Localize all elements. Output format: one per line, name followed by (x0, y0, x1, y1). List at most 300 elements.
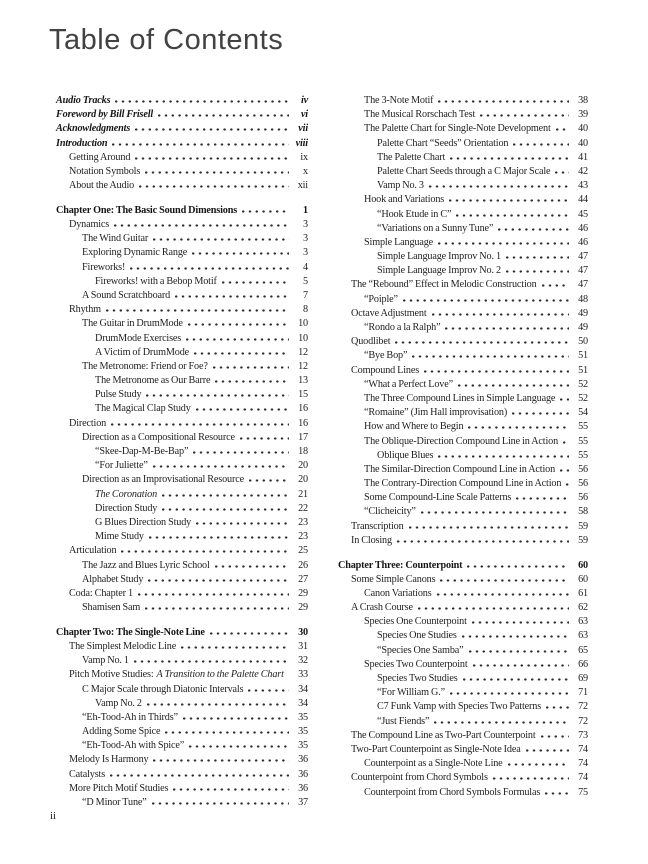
dot-leader (506, 256, 569, 259)
dot-leader (162, 508, 289, 511)
toc-entry-page: 36 (298, 754, 308, 766)
toc-entry-page: 44 (578, 194, 588, 206)
toc-entry (338, 644, 588, 658)
toc-entry-title: “Eh-Tood-Ah in Thirds” (82, 711, 178, 723)
toc-entry-title: Two-Part Counterpoint as Single-Note Idea (351, 743, 521, 755)
toc-entry-title: Compound Lines (351, 364, 420, 376)
dot-leader (114, 224, 289, 227)
dot-leader (111, 423, 289, 426)
toc-entry (56, 204, 308, 218)
toc-entry (338, 406, 588, 420)
toc-entry-title: Adding Some Spice (82, 726, 161, 738)
dot-leader (397, 540, 569, 543)
toc-entry (338, 786, 588, 800)
toc-entry-title: Counterpoint from Chord Symbols (351, 772, 488, 784)
dot-leader (395, 341, 569, 344)
toc-entry (56, 317, 308, 331)
dot-leader (210, 632, 289, 635)
toc-entry-page: 61 (578, 587, 588, 599)
toc-entry-page: 10 (298, 318, 308, 330)
toc-entry-title: Some Simple Canons (351, 573, 436, 585)
toc-entry-page: 35 (298, 740, 308, 752)
toc-entry-page: 16 (298, 403, 308, 415)
toc-entry-title: Species One Studies (377, 630, 457, 642)
dot-leader (480, 114, 569, 117)
toc-entry-title: Species Two Studies (377, 673, 458, 684)
toc-entry-page: 47 (578, 265, 588, 277)
toc-entry-page: 51 (578, 364, 588, 376)
dot-leader (149, 536, 289, 539)
toc-entry-title: Palette Chart Seeds through a C Major Scale (377, 165, 551, 177)
dot-leader (139, 185, 289, 188)
toc-entry-title: The Palette Chart for Single-Note Development (364, 123, 551, 135)
toc-entry-page: 58 (578, 506, 588, 518)
dot-leader (493, 777, 569, 780)
toc-entry (56, 587, 308, 601)
toc-entry-title: Getting Around (69, 151, 131, 163)
dot-leader (158, 114, 289, 117)
toc-entry (338, 658, 588, 672)
dot-leader (438, 455, 569, 458)
dot-leader (193, 451, 289, 454)
toc-entry-title: G Blues Direction Study (95, 516, 192, 528)
toc-entry-title: “Species One Samba” (377, 644, 464, 656)
dot-leader (192, 252, 289, 255)
toc-entry-title: Fireworks! (82, 261, 126, 273)
toc-entry-page: 65 (578, 644, 588, 656)
dot-leader (438, 100, 569, 103)
toc-entry-page: ix (300, 151, 308, 163)
dot-leader (560, 469, 569, 472)
toc-entry-page: 21 (298, 488, 308, 500)
page-title: Table of Contents (49, 24, 284, 56)
toc-entry-title: A Victim of DrumMode (95, 346, 190, 358)
toc-entry (338, 573, 588, 587)
toc-entry-page: 3 (303, 233, 308, 245)
toc-entry-page: 40 (578, 123, 588, 135)
toc-entry (56, 725, 308, 739)
toc-entry-page: 45 (578, 208, 588, 220)
toc-entry-page: 13 (298, 375, 308, 387)
dot-leader (183, 717, 289, 720)
toc-entry-page: 54 (578, 407, 588, 419)
toc-entry-title: The Three Compound Lines in Simple Language (364, 392, 556, 404)
toc-entry-title: Chapter One: The Basic Sound Dimensions (56, 204, 238, 216)
toc-entry (338, 686, 588, 700)
dot-leader (508, 763, 569, 766)
dot-leader (432, 313, 569, 316)
toc-entry (338, 193, 588, 207)
toc-entry (56, 559, 308, 573)
toc-entry-title: Mime Study (95, 531, 144, 543)
dot-leader (449, 199, 569, 202)
toc-entry-page: 42 (578, 165, 588, 177)
toc-entry-page: 5 (303, 275, 308, 287)
dot-leader (566, 483, 569, 486)
toc-entry-title: Chapter Two: The Single-Note Line (56, 626, 205, 638)
toc-entry-page: 22 (298, 502, 308, 514)
toc-entry-page: 18 (298, 446, 308, 457)
toc-entry-page: 51 (578, 350, 588, 362)
toc-entry (338, 491, 588, 505)
dot-leader (409, 526, 569, 529)
dot-leader (112, 143, 289, 146)
dot-leader (153, 238, 289, 241)
toc-entry-title: Direction (69, 417, 107, 429)
toc-entry (338, 392, 588, 406)
toc-entry (56, 473, 308, 487)
toc-entry-page: 72 (578, 715, 588, 727)
toc-entry (56, 768, 308, 782)
toc-entry (56, 218, 308, 232)
toc-entry (338, 321, 588, 335)
dot-leader (462, 635, 569, 638)
toc-entry (56, 668, 308, 682)
toc-entry (338, 250, 588, 264)
toc-entry-title: C Major Scale through Diatonic Intervals (82, 683, 244, 695)
toc-entry-title: The Palette Chart (377, 151, 446, 163)
toc-entry-page: 75 (578, 786, 588, 798)
dot-leader (162, 494, 289, 497)
toc-entry (56, 697, 308, 711)
toc-entry-page: 1 (303, 204, 308, 216)
toc-entry-page: 32 (298, 655, 308, 667)
toc-entry-page: 3 (303, 219, 308, 230)
toc-entry-title: The Wind Guitar (82, 233, 149, 245)
toc-entry-page: 66 (578, 658, 588, 670)
toc-entry (56, 530, 308, 544)
toc-entry (338, 236, 588, 250)
toc-entry-page: 40 (578, 137, 588, 149)
toc-entry (56, 388, 308, 402)
toc-entry-title: Octave Adjustment (351, 307, 427, 319)
dot-leader (121, 550, 289, 553)
dot-leader (194, 352, 289, 355)
toc-entry (338, 463, 588, 477)
toc-entry (338, 179, 588, 193)
toc-entry-page: 29 (298, 602, 308, 614)
toc-entry-page: 49 (578, 322, 588, 333)
toc-entry-title: “D Minor Tune” (82, 797, 147, 808)
toc-entry (56, 796, 308, 810)
toc-entry-page: 47 (578, 251, 588, 263)
dot-leader (240, 437, 289, 440)
toc-entry (338, 349, 588, 363)
toc-entry-page: 72 (578, 701, 588, 713)
dot-leader (188, 323, 289, 326)
toc-entry-page: viii (295, 137, 308, 149)
toc-entry-title: Counterpoint from Chord Symbols Formulas (364, 786, 541, 798)
dot-leader (242, 210, 289, 213)
dot-leader (512, 412, 569, 415)
toc-entry-title: Simple Language Improv No. 2 (377, 265, 501, 277)
dot-leader (130, 267, 289, 270)
toc-entry (338, 335, 588, 349)
dot-leader (175, 295, 289, 298)
toc-entry-page: 38 (578, 95, 588, 106)
dot-leader (147, 703, 289, 706)
toc-entry-title: The Oblique-Direction Compound Line in Action (364, 435, 559, 447)
toc-entry-title: “Rondo a la Ralph” (364, 322, 441, 333)
toc-entry-page: 74 (578, 758, 588, 770)
toc-entry (338, 94, 588, 108)
toc-entry-page: 10 (298, 332, 308, 344)
toc-columns (56, 94, 588, 810)
toc-entry (338, 137, 588, 151)
toc-entry-title: The Musical Rorschach Test (364, 109, 476, 121)
dot-leader (424, 370, 569, 373)
toc-entry-page: 16 (298, 417, 308, 429)
dot-leader (445, 327, 569, 330)
toc-entry-page: 62 (578, 602, 588, 614)
toc-entry-page: 39 (578, 109, 588, 121)
toc-entry-page: 15 (298, 389, 308, 401)
toc-entry (56, 445, 308, 459)
toc-entry-title: Canon Variations (364, 587, 432, 599)
toc-entry-title: “Hook Etude in C” (377, 208, 452, 220)
toc-entry-page: 59 (578, 534, 588, 546)
toc-entry-page: 59 (578, 520, 588, 532)
toc-entry-title: The Guitar in DrumMode (82, 318, 183, 330)
toc-entry-page: 23 (298, 516, 308, 528)
toc-entry-title: “For Juliette” (95, 460, 148, 472)
toc-entry-title: “Eh-Tood-Ah with Spice” (82, 740, 185, 752)
dot-leader (429, 185, 569, 188)
toc-entry-page: vii (298, 123, 308, 135)
toc-entry (338, 435, 588, 449)
toc-entry (338, 122, 588, 136)
dot-leader (555, 171, 569, 174)
toc-entry (56, 402, 308, 416)
toc-entry (338, 629, 588, 643)
toc-entry (56, 232, 308, 246)
toc-entry (56, 165, 308, 179)
toc-entry (338, 208, 588, 222)
toc-entry-title: Hook and Variations (364, 194, 445, 206)
dot-leader (450, 692, 569, 695)
toc-entry (56, 753, 308, 767)
toc-entry (338, 449, 588, 463)
dot-leader (516, 497, 569, 500)
dot-leader (563, 441, 569, 444)
toc-entry-title: Audio Tracks (56, 95, 111, 106)
toc-entry-title: Counterpoint as a Single-Note Line (364, 758, 503, 770)
toc-entry (56, 261, 308, 275)
toc-column-right (338, 94, 588, 810)
dot-leader (434, 721, 569, 724)
toc-entry-page: 33 (298, 669, 308, 681)
dot-leader (418, 607, 569, 610)
dot-leader (450, 157, 569, 160)
dot-leader (542, 284, 569, 287)
toc-entry-page: 50 (578, 336, 588, 348)
dot-leader (463, 678, 569, 681)
toc-entry-page: 35 (298, 726, 308, 738)
toc-entry (56, 303, 308, 317)
toc-entry-title: Transcription (351, 520, 404, 532)
toc-entry (338, 108, 588, 122)
toc-entry-title: About the Audio (69, 180, 135, 192)
toc-entry-page: 56 (578, 463, 588, 475)
toc-entry-page: 34 (298, 697, 308, 709)
dot-leader (173, 788, 289, 791)
toc-entry-title: “Poiple” (364, 293, 398, 305)
toc-entry-title: Catalysts (69, 768, 106, 780)
toc-entry (338, 743, 588, 757)
toc-entry-page: 20 (298, 474, 308, 486)
toc-entry-title: The Similar-Direction Compound Line in Action (364, 463, 556, 475)
toc-entry-page: xii (297, 180, 308, 192)
toc-entry (338, 307, 588, 321)
dot-leader (152, 802, 289, 805)
toc-entry-title: Species Two Counterpoint (364, 658, 468, 670)
dot-leader (526, 749, 569, 752)
toc-entry (56, 360, 308, 374)
dot-leader (546, 706, 569, 709)
toc-entry-title: The “Rebound” Effect in Melodic Construction (351, 279, 537, 291)
dot-leader (186, 338, 289, 341)
toc-entry-title: Chapter Three: Counterpoint (338, 559, 463, 571)
toc-entry (56, 275, 308, 289)
toc-entry-title: The Magical Clap Study (95, 403, 191, 415)
dot-leader (153, 759, 289, 762)
dot-leader (213, 366, 289, 369)
toc-entry-title: “What a Perfect Love” (364, 378, 453, 390)
toc-entry-page: 74 (578, 743, 588, 755)
toc-entry-page: 71 (578, 687, 588, 699)
toc-entry-page: 36 (298, 782, 308, 794)
dot-leader (560, 398, 569, 401)
toc-entry-title: Direction as an Improvisational Resource (82, 474, 244, 486)
dot-leader (403, 299, 569, 302)
toc-entry-page: 29 (298, 587, 308, 599)
toc-entry-page: 60 (578, 573, 588, 585)
toc-entry (338, 505, 588, 519)
toc-entry-title: The Simplest Melodic Line (69, 640, 177, 652)
dot-leader (458, 384, 569, 387)
toc-entry-page: 35 (298, 711, 308, 723)
toc-entry-title: More Pitch Motif Studies (69, 782, 169, 794)
dot-leader (189, 745, 289, 748)
dot-leader (153, 465, 289, 468)
toc-entry (338, 601, 588, 615)
toc-entry-title: Fireworks! with a Bebop Motif (95, 275, 217, 287)
toc-entry (338, 264, 588, 278)
toc-entry-page: 12 (298, 360, 308, 372)
toc-entry (56, 94, 308, 108)
toc-entry-page: 46 (578, 222, 588, 234)
toc-entry (338, 757, 588, 771)
toc-entry-page: 52 (578, 378, 588, 390)
toc-entry (56, 108, 308, 122)
dot-leader (215, 380, 289, 383)
toc-entry (56, 346, 308, 360)
dot-leader (110, 774, 289, 777)
toc-entry-title: “Romaine” (Jim Hall improvisation) (364, 407, 508, 419)
toc-entry-title: Acknowledgments (56, 123, 131, 135)
toc-entry-title: “For William G.” (377, 687, 445, 699)
dot-leader (498, 228, 569, 231)
folio-page-number: ii (50, 810, 57, 822)
dot-leader (196, 408, 289, 411)
dot-leader (138, 593, 289, 596)
toc-entry (338, 700, 588, 714)
toc-entry-page: 8 (303, 304, 308, 316)
toc-entry-page: 49 (578, 307, 588, 319)
toc-entry (338, 771, 588, 785)
toc-entry-page: 30 (298, 626, 308, 638)
toc-entry-page: iv (300, 95, 308, 106)
toc-entry-page: 52 (578, 392, 588, 404)
dot-leader (467, 565, 569, 568)
toc-entry (338, 534, 588, 548)
dot-leader (145, 607, 289, 610)
toc-entry-title: DrumMode Exercises (95, 332, 182, 344)
toc-entry (338, 715, 588, 729)
dot-leader (215, 565, 289, 568)
dot-leader (440, 579, 569, 582)
toc-entry (56, 626, 308, 640)
dot-leader (469, 650, 569, 653)
toc-entry-title: In Closing (351, 534, 392, 546)
toc-entry (56, 683, 308, 697)
toc-entry-title: Foreword by Bill Frisell (56, 109, 154, 121)
toc-entry (338, 222, 588, 236)
dot-leader (146, 394, 289, 397)
toc-entry-title: “Variations on a Sunny Tune” (377, 222, 494, 234)
toc-entry (56, 739, 308, 753)
toc-entry-page: 4 (303, 261, 308, 273)
toc-entry-page: 3 (303, 247, 308, 259)
toc-entry-title: Shamisen Sam (82, 602, 141, 614)
toc-entry-page: x (303, 165, 308, 177)
toc-entry-page: 43 (578, 180, 588, 192)
dot-leader (148, 579, 289, 582)
dot-leader (506, 270, 569, 273)
dot-leader (222, 281, 289, 284)
dot-leader (556, 128, 569, 131)
toc-entry (338, 165, 588, 179)
toc-entry (338, 151, 588, 165)
toc-entry-title: “Skee-Dap-M-Be-Bap” (95, 446, 189, 457)
toc-entry-title: C7 Funk Vamp with Species Two Patterns (377, 701, 542, 713)
toc-entry-title: Pulse Study (95, 389, 142, 401)
toc-entry (56, 516, 308, 530)
toc-entry (56, 782, 308, 796)
toc-entry-title: Oblique Blues (377, 449, 434, 461)
dot-leader (545, 792, 569, 795)
toc-entry-title: Some Compound-Line Scale Patterns (364, 492, 512, 504)
toc-entry-page: 63 (578, 630, 588, 642)
toc-entry (338, 559, 588, 573)
toc-entry (338, 293, 588, 307)
toc-entry-page: 41 (578, 151, 588, 163)
toc-entry (56, 502, 308, 516)
toc-entry-page: 74 (578, 772, 588, 784)
toc-entry (56, 374, 308, 388)
toc-entry-title: Direction as a Compositional Resource (82, 431, 235, 443)
toc-entry-title: The Jazz and Blues Lyric School (82, 559, 210, 571)
toc-entry (56, 246, 308, 260)
toc-entry-title: Dynamics (69, 219, 110, 230)
dot-leader (135, 128, 289, 131)
toc-entry-title: Articulation (69, 545, 117, 557)
toc-entry-title: Simple Language (364, 236, 434, 248)
toc-entry (56, 711, 308, 725)
toc-entry-page: 12 (298, 346, 308, 358)
toc-entry-title: Palette Chart “Seeds” Orientation (377, 137, 509, 149)
toc-entry-title: A Crash Course (351, 602, 413, 614)
